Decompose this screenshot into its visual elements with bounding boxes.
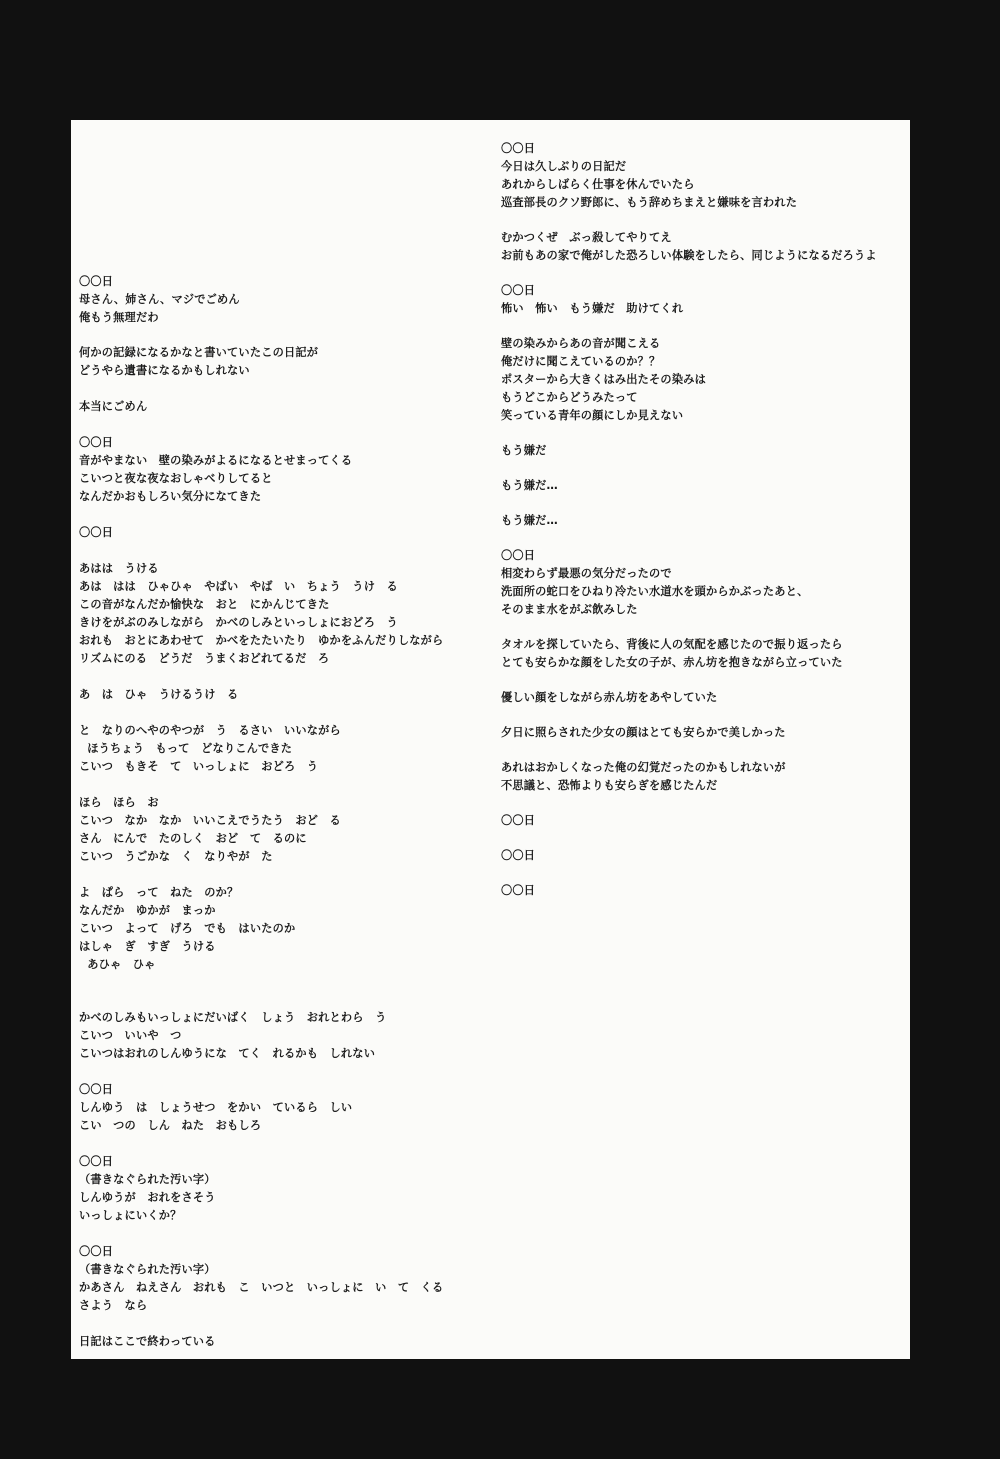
diary-line: あ は ひゃ うけるうけ る bbox=[79, 688, 239, 701]
diary-line: ポスターから大きくはみ出たその染みは bbox=[501, 373, 706, 386]
diary-line: 夕日に照らされた少女の顔はとても安らかで美しかった bbox=[501, 726, 786, 739]
diary-line: 不思議と、恐怖よりも安らぎを感じたんだ bbox=[501, 779, 718, 792]
diary-line: きけをがぶのみしながら かべのしみといっしょにおどろ う bbox=[79, 616, 398, 629]
diary-line: 笑っている青年の顔にしか見えない bbox=[501, 409, 684, 422]
diary-line: 巡査部長のクソ野郎に、もう辞めちまえと嫌味を言われた bbox=[501, 196, 798, 209]
diary-line: 〇〇日 bbox=[501, 849, 536, 862]
diary-line: あは はは ひゃひゃ やばい やば い ちょう うけ る bbox=[79, 580, 398, 593]
diary-line: しんゆう は しょうせつ をかい ているら しい bbox=[79, 1101, 353, 1114]
diary-line: 〇〇日 bbox=[79, 1155, 114, 1168]
diary-line: 母さん、姉さん、マジでごめん bbox=[79, 293, 240, 306]
diary-line: どうやら遺書になるかもしれない bbox=[79, 364, 250, 377]
diary-line: 今日は久しぶりの日記だ bbox=[501, 160, 627, 173]
diary-line: お前もあの家で俺がした恐ろしい体験をしたら、同じようになるだろうよ bbox=[501, 249, 877, 262]
diary-line: さん にんで たのしく おど て るのに bbox=[79, 832, 307, 845]
diary-line: もう嫌だ… bbox=[501, 479, 558, 492]
diary-line: なんだか ゆかが まっか bbox=[79, 904, 216, 917]
diary-line: 怖い 怖い もう嫌だ 助けてくれ bbox=[501, 302, 684, 315]
diary-line: 日記はここで終わっている bbox=[79, 1335, 216, 1348]
diary-line: 〇〇日 bbox=[79, 275, 114, 288]
diary-line: しんゆうが おれをさそう bbox=[79, 1191, 216, 1204]
diary-line: ほうちょう もって どなりこんできた bbox=[79, 742, 293, 755]
diary-line: 〇〇日 bbox=[79, 436, 114, 449]
diary-page bbox=[71, 120, 910, 1359]
diary-line: いっしょにいくか？ bbox=[79, 1209, 182, 1222]
diary-line: かべのしみもいっしょにだいばく しょう おれとわら う bbox=[79, 1011, 387, 1024]
diary-line: あれはおかしくなった俺の幻覚だったのかもしれないが bbox=[501, 761, 786, 774]
diary-line: こいつ もきそ て いっしょに おどろ う bbox=[79, 760, 319, 773]
diary-line: こいつ いいや つ bbox=[79, 1029, 182, 1042]
diary-line: よ ぱら って ねた のか？ bbox=[79, 886, 239, 899]
diary-line: こいつ なか なか いいこえでうたう おど る bbox=[79, 814, 341, 827]
diary-line: 俺だけに聞こえているのか？？ bbox=[501, 355, 661, 368]
diary-line: タオルを探していたら、背後に人の気配を感じたので振り返ったら bbox=[501, 638, 843, 651]
diary-line: なんだかおもしろい気分になてきた bbox=[79, 490, 262, 503]
diary-line: （書きなぐられた汚い字） bbox=[79, 1173, 216, 1186]
diary-line: かあさん ねえさん おれも こ いつと いっしょに い て くる bbox=[79, 1281, 444, 1294]
diary-line: 〇〇日 bbox=[501, 284, 536, 297]
diary-line: 〇〇日 bbox=[501, 549, 536, 562]
diary-line: と なりのへやのやつが う るさい いいながら bbox=[79, 724, 341, 737]
diary-line: こいつと夜な夜なおしゃべりしてると bbox=[79, 472, 273, 485]
diary-line: （書きなぐられた汚い字） bbox=[79, 1263, 216, 1276]
diary-line: リズムにのる どうだ うまくおどれてるだ ろ bbox=[79, 652, 330, 665]
diary-line: 〇〇日 bbox=[501, 142, 536, 155]
diary-line: もうどこからどうみたって bbox=[501, 391, 638, 404]
diary-line: 相変わらず最悪の気分だったので bbox=[501, 567, 672, 580]
diary-line: もう嫌だ… bbox=[501, 514, 558, 527]
diary-line: 俺もう無理だわ bbox=[79, 311, 159, 324]
diary-line: 優しい顔をしながら赤ん坊をあやしていた bbox=[501, 691, 718, 704]
diary-line: 本当にごめん bbox=[79, 400, 148, 413]
diary-line: 〇〇日 bbox=[501, 814, 536, 827]
diary-line: おれも おとにあわせて かべをたたいたり ゆかをふんだりしながら bbox=[79, 634, 444, 647]
diary-line: こいつはおれのしんゆうにな てく れるかも しれない bbox=[79, 1047, 376, 1060]
diary-line: あひゃ ひゃ bbox=[79, 958, 156, 971]
diary-line: 〇〇日 bbox=[79, 1083, 114, 1096]
diary-line: はしゃ ぎ すぎ うける bbox=[79, 940, 216, 953]
diary-line: とても安らかな顔をした女の子が、赤ん坊を抱きながら立っていた bbox=[501, 656, 843, 669]
diary-line: そのまま水をがぶ飲みした bbox=[501, 603, 638, 616]
diary-line: さよう なら bbox=[79, 1299, 148, 1312]
diary-line: あはは うける bbox=[79, 562, 159, 575]
diary-line: むかつくぜ ぶっ殺してやりてえ bbox=[501, 231, 672, 244]
diary-line: 〇〇日 bbox=[79, 526, 114, 539]
diary-line: 壁の染みからあの音が聞こえる bbox=[501, 337, 661, 350]
diary-line: この音がなんだか愉快な おと にかんじてきた bbox=[79, 598, 330, 611]
diary-line: 〇〇日 bbox=[501, 884, 536, 897]
diary-line: もう嫌だ bbox=[501, 444, 547, 457]
diary-line: あれからしばらく仕事を休んでいたら bbox=[501, 178, 695, 191]
diary-line: 〇〇日 bbox=[79, 1245, 114, 1258]
diary-line: 音がやまない 壁の染みがよるになるとせまってくる bbox=[79, 454, 353, 467]
diary-line: こいつ よって げろ でも はいたのか bbox=[79, 922, 296, 935]
diary-line: こい つの しん ねた おもしろ bbox=[79, 1119, 262, 1132]
diary-line: ほら ほら お bbox=[79, 796, 159, 809]
diary-line: こいつ うごかな く なりやが た bbox=[79, 850, 273, 863]
diary-line: 何かの記録になるかなと書いていたこの日記が bbox=[79, 346, 319, 359]
diary-line: 洗面所の蛇口をひねり冷たい水道水を頭からかぶったあと、 bbox=[501, 585, 809, 598]
